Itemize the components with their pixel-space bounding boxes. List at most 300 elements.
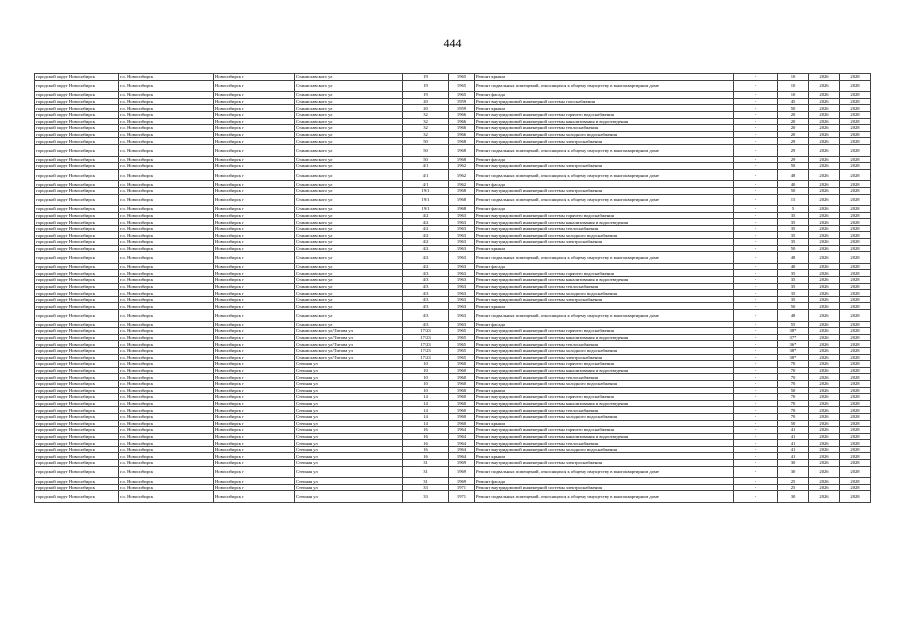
municipality-cell: г.о. Новосибирск [119,400,214,407]
unit-cell: - [734,310,778,322]
end-year-cell: 2028 [840,367,871,374]
unit-cell: - [734,466,778,478]
table-row [35,283,871,290]
municipality-cell: г.о. Новосибирск [119,156,214,163]
municipality-cell: г.о. Новосибирск [119,413,214,420]
work-type-cell: Ремонт крыши [475,453,734,460]
start-year-cell: 2026 [809,341,840,348]
municipality-cell: г.о. Новосибирск [119,232,214,239]
house-number-cell: 19 [403,92,449,99]
house-number-cell: 17/23 [403,334,449,341]
street-cell: Станиславского ул [295,283,403,290]
end-year-cell: 2028 [840,212,871,219]
end-year-cell: 2028 [840,105,871,112]
table-row [35,440,871,447]
unit-cell: - [734,303,778,310]
street-cell: Степная ул [295,420,403,427]
work-type-cell: Ремонт внутридомовой инженерной системы холодного водоснабжения [475,446,734,453]
unit-cell: - [734,118,778,125]
build-year-cell: 1969 [449,460,475,467]
end-year-cell: 2028 [840,181,871,188]
district-cell: городской округ Новосибирск [35,310,119,322]
build-year-cell: 1960 [449,367,475,374]
table-row [35,232,871,239]
municipality-cell: г.о. Новосибирск [119,303,214,310]
end-year-cell: 2028 [840,194,871,206]
city-cell: Новосибирск г [214,138,295,145]
volume-cell: 70 [778,394,809,401]
city-cell: Новосибирск г [214,105,295,112]
district-cell: городской округ Новосибирск [35,80,119,92]
house-number-cell: 10 [403,374,449,381]
end-year-cell: 2028 [840,92,871,99]
work-type-cell: Ремонт внутридомовой инженерной системы теплоснабжения [475,283,734,290]
district-cell: городской округ Новосибирск [35,194,119,206]
street-cell: Станиславского ул [295,125,403,132]
start-year-cell: 2026 [809,374,840,381]
end-year-cell: 2028 [840,245,871,252]
house-number-cell: 4/3 [403,310,449,322]
table-row [35,361,871,368]
municipality-cell: г.о. Новосибирск [119,361,214,368]
end-year-cell: 2028 [840,74,871,81]
end-year-cell: 2028 [840,321,871,328]
start-year-cell: 2026 [809,144,840,156]
street-cell: Станиславского ул/Титова ул [295,328,403,335]
volume-cell: 70 [778,407,809,414]
end-year-cell: 2028 [840,407,871,414]
municipality-cell: г.о. Новосибирск [119,427,214,434]
district-cell: городской округ Новосибирск [35,156,119,163]
start-year-cell: 2026 [809,80,840,92]
city-cell: Новосибирск г [214,181,295,188]
end-year-cell: 2028 [840,138,871,145]
table-row [35,321,871,328]
street-cell: Степная ул [295,407,403,414]
work-type-cell: Ремонт внутридомовой инженерной системы холодного водоснабжения [475,413,734,420]
unit-cell: - [734,361,778,368]
work-type-cell: Ремонт подвальных помещений, относящихся к общему имуществу в многоквартирном доме [475,194,734,206]
build-year-cell: 1960 [449,361,475,368]
table-row [35,466,871,478]
street-cell: Станиславского ул [295,187,403,194]
build-year-cell: 1966 [449,111,475,118]
build-year-cell: 1965 [449,80,475,92]
street-cell: Станиславского ул [295,277,403,284]
unit-cell: - [734,491,778,503]
municipality-cell: г.о. Новосибирск [119,206,214,213]
house-number-cell: 19 [403,80,449,92]
house-number-cell: 32 [403,125,449,132]
build-year-cell: 1960 [449,394,475,401]
district-cell: городской округ Новосибирск [35,263,119,270]
end-year-cell: 2028 [840,466,871,478]
city-cell: Новосибирск г [214,361,295,368]
street-cell: Степная ул [295,387,403,394]
district-cell: городской округ Новосибирск [35,380,119,387]
unit-cell: - [734,420,778,427]
municipality-cell: г.о. Новосибирск [119,341,214,348]
district-cell: городской округ Новосибирск [35,374,119,381]
district-cell: городской округ Новосибирск [35,125,119,132]
start-year-cell: 2026 [809,156,840,163]
house-number-cell: 33 [403,484,449,491]
start-year-cell: 2026 [809,334,840,341]
unit-cell: - [734,144,778,156]
district-cell: городской округ Новосибирск [35,144,119,156]
table-row [35,105,871,112]
table-row [35,125,871,132]
municipality-cell: г.о. Новосибирск [119,484,214,491]
house-number-cell: 31 [403,460,449,467]
end-year-cell: 2028 [840,400,871,407]
municipality-cell: г.о. Новосибирск [119,478,214,485]
street-cell: Станиславского ул [295,232,403,239]
table-row [35,394,871,401]
build-year-cell: 1969 [449,466,475,478]
build-year-cell: 1968 [449,138,475,145]
build-year-cell: 1963 [449,277,475,284]
street-cell: Станиславского ул [295,225,403,232]
table-row [35,420,871,427]
city-cell: Новосибирск г [214,169,295,181]
start-year-cell: 2026 [809,303,840,310]
work-type-cell: Ремонт внутридомовой инженерной системы теплоснабжения [475,125,734,132]
work-type-cell: Ремонт внутридомовой инженерной системы горячего водоснабжения [475,328,734,335]
municipality-cell: г.о. Новосибирск [119,125,214,132]
unit-cell: - [734,433,778,440]
house-number-cell: 50 [403,156,449,163]
city-cell: Новосибирск г [214,131,295,138]
volume-cell: 35 [778,270,809,277]
table-row [35,138,871,145]
street-cell: Степная ул [295,367,403,374]
unit-cell: - [734,74,778,81]
table-row [35,111,871,118]
district-cell: городской округ Новосибирск [35,225,119,232]
unit-cell: - [734,334,778,341]
start-year-cell: 2026 [809,232,840,239]
house-number-cell: 19/1 [403,194,449,206]
build-year-cell: 1963 [449,212,475,219]
work-type-cell: Ремонт подвальных помещений, относящихся к общему имуществу в многоквартирном доме [475,252,734,264]
unit-cell: - [734,394,778,401]
work-type-cell: Ремонт крыши [475,245,734,252]
end-year-cell: 2028 [840,303,871,310]
city-cell: Новосибирск г [214,118,295,125]
table-row [35,92,871,99]
city-cell: Новосибирск г [214,334,295,341]
district-cell: городской округ Новосибирск [35,433,119,440]
district-cell: городской округ Новосибирск [35,206,119,213]
start-year-cell: 2026 [809,420,840,427]
end-year-cell: 2028 [840,394,871,401]
city-cell: Новосибирск г [214,440,295,447]
volume-cell: 41 [778,427,809,434]
work-type-cell: Ремонт подвальных помещений, относящихся к общему имуществу в многоквартирном доме [475,144,734,156]
street-cell: Степная ул [295,484,403,491]
end-year-cell: 2028 [840,163,871,170]
street-cell: Станиславского ул [295,131,403,138]
municipality-cell: г.о. Новосибирск [119,380,214,387]
unit-cell: - [734,131,778,138]
work-type-cell: Ремонт подвальных помещений, относящихся к общему имуществу в многоквартирном доме [475,169,734,181]
house-number-cell: 10 [403,380,449,387]
city-cell: Новосибирск г [214,328,295,335]
district-cell: городской округ Новосибирск [35,111,119,118]
build-year-cell: 1962 [449,169,475,181]
municipality-cell: г.о. Новосибирск [119,283,214,290]
start-year-cell: 2026 [809,125,840,132]
work-type-cell: Ремонт внутридомовой инженерной системы канализования и водоотведения [475,400,734,407]
street-cell: Степная ул [295,446,403,453]
city-cell: Новосибирск г [214,446,295,453]
start-year-cell: 2026 [809,296,840,303]
street-cell: Станиславского ул [295,263,403,270]
district-cell: городской округ Новосибирск [35,187,119,194]
municipality-cell: г.о. Новосибирск [119,347,214,354]
district-cell: городской округ Новосибирск [35,92,119,99]
work-type-cell: Ремонт внутридомовой инженерной системы газоснабжения [475,98,734,105]
house-number-cell: 4/3 [403,277,449,284]
end-year-cell: 2028 [840,169,871,181]
street-cell: Станиславского ул [295,98,403,105]
work-type-cell: Ремонт фасада [475,206,734,213]
volume-cell: 50 [778,187,809,194]
city-cell: Новосибирск г [214,466,295,478]
city-cell: Новосибирск г [214,212,295,219]
street-cell: Степная ул [295,394,403,401]
work-type-cell: Ремонт внутридомовой инженерной системы канализования и водоотведения [475,277,734,284]
municipality-cell: г.о. Новосибирск [119,446,214,453]
house-number-cell: 10 [403,361,449,368]
build-year-cell: 1965 [449,347,475,354]
house-number-cell: 32 [403,118,449,125]
volume-cell: 5 [778,206,809,213]
street-cell: Станиславского ул [295,92,403,99]
street-cell: Станиславского ул [295,138,403,145]
unit-cell: - [734,252,778,264]
table-row [35,303,871,310]
unit-cell: - [734,111,778,118]
unit-cell: - [734,206,778,213]
city-cell: Новосибирск г [214,420,295,427]
city-cell: Новосибирск г [214,163,295,170]
unit-cell: - [734,125,778,132]
table-row [35,478,871,485]
municipality-cell: г.о. Новосибирск [119,374,214,381]
end-year-cell: 2028 [840,98,871,105]
district-cell: городской округ Новосибирск [35,347,119,354]
house-number-cell: 16 [403,433,449,440]
table-row [35,206,871,213]
volume-cell: 35 [778,232,809,239]
unit-cell: - [734,169,778,181]
house-number-cell: 4/1 [403,169,449,181]
unit-cell: - [734,263,778,270]
street-cell: Станиславского ул [295,105,403,112]
street-cell: Степная ул [295,374,403,381]
municipality-cell: г.о. Новосибирск [119,98,214,105]
start-year-cell: 2026 [809,433,840,440]
table-row [35,387,871,394]
house-number-cell: 4/2 [403,263,449,270]
build-year-cell: 1966 [449,131,475,138]
start-year-cell: 2026 [809,98,840,105]
work-type-cell: Ремонт фасада [475,181,734,188]
build-year-cell: 1968 [449,206,475,213]
house-number-cell: 50 [403,138,449,145]
table-row [35,400,871,407]
municipality-cell: г.о. Новосибирск [119,219,214,226]
house-number-cell: 14 [403,394,449,401]
build-year-cell: 1963 [449,263,475,270]
unit-cell: - [734,283,778,290]
municipality-cell: г.о. Новосибирск [119,105,214,112]
start-year-cell: 2026 [809,446,840,453]
table-row [35,219,871,226]
table-row [35,453,871,460]
table-row [35,131,871,138]
start-year-cell: 2026 [809,219,840,226]
house-number-cell: 4/3 [403,296,449,303]
table-row [35,98,871,105]
build-year-cell: 1963 [449,321,475,328]
street-cell: Степная ул [295,427,403,434]
house-number-cell: 17/23 [403,354,449,361]
street-cell: Станиславского ул [295,74,403,81]
table-row [35,446,871,453]
unit-cell: - [734,367,778,374]
build-year-cell: 1963 [449,232,475,239]
start-year-cell: 2026 [809,440,840,447]
street-cell: Станиславского ул [295,194,403,206]
volume-cell: 48 [778,169,809,181]
start-year-cell: 2026 [809,277,840,284]
district-cell: городской округ Новосибирск [35,290,119,297]
house-number-cell: 4/2 [403,225,449,232]
volume-cell: 35 [778,277,809,284]
start-year-cell: 2026 [809,367,840,374]
street-cell: Станиславского ул [295,118,403,125]
start-year-cell: 2026 [809,187,840,194]
table-row [35,413,871,420]
house-number-cell: 19/1 [403,206,449,213]
municipality-cell: г.о. Новосибирск [119,466,214,478]
street-cell: Станиславского ул [295,156,403,163]
house-number-cell: 4/3 [403,283,449,290]
street-cell: Станиславского ул/Титова ул [295,341,403,348]
build-year-cell: 1963 [449,225,475,232]
volume-cell: 41 [778,453,809,460]
build-year-cell: 1960 [449,407,475,414]
house-number-cell: 33 [403,491,449,503]
municipality-cell: г.о. Новосибирск [119,420,214,427]
work-type-cell: Ремонт фасада [475,263,734,270]
start-year-cell: 2026 [809,283,840,290]
end-year-cell: 2028 [840,252,871,264]
work-type-cell: Ремонт фасада [475,321,734,328]
district-cell: городской округ Новосибирск [35,277,119,284]
unit-cell: - [734,354,778,361]
build-year-cell: 1960 [449,374,475,381]
street-cell: Станиславского ул [295,181,403,188]
municipality-cell: г.о. Новосибирск [119,111,214,118]
district-cell: городской округ Новосибирск [35,484,119,491]
municipality-cell: г.о. Новосибирск [119,460,214,467]
end-year-cell: 2028 [840,144,871,156]
district-cell: городской округ Новосибирск [35,354,119,361]
start-year-cell: 2026 [809,387,840,394]
work-type-cell: Ремонт внутридомовой инженерной системы электроснабжения [475,163,734,170]
volume-cell: 70 [778,361,809,368]
start-year-cell: 2026 [809,453,840,460]
start-year-cell: 2026 [809,225,840,232]
municipality-cell: г.о. Новосибирск [119,252,214,264]
street-cell: Станиславского ул [295,206,403,213]
house-number-cell: 20 [403,105,449,112]
build-year-cell: 1960 [449,380,475,387]
district-cell: городской округ Новосибирск [35,341,119,348]
district-cell: городской округ Новосибирск [35,453,119,460]
unit-cell: - [734,181,778,188]
city-cell: Новосибирск г [214,245,295,252]
city-cell: Новосибирск г [214,394,295,401]
start-year-cell: 2026 [809,206,840,213]
house-number-cell: 32 [403,131,449,138]
volume-cell: 48 [778,252,809,264]
unit-cell: - [734,270,778,277]
work-type-cell: Ремонт внутридомовой инженерной системы теплоснабжения [475,225,734,232]
end-year-cell: 2028 [840,270,871,277]
unit-cell: - [734,413,778,420]
build-year-cell: 1971 [449,484,475,491]
unit-cell: - [734,156,778,163]
street-cell: Степная ул [295,361,403,368]
end-year-cell: 2028 [840,232,871,239]
start-year-cell: 2026 [809,118,840,125]
end-year-cell: 2028 [840,125,871,132]
end-year-cell: 2028 [840,290,871,297]
district-cell: городской округ Новосибирск [35,245,119,252]
street-cell: Степная ул [295,466,403,478]
street-cell: Степная ул [295,478,403,485]
start-year-cell: 2026 [809,163,840,170]
build-year-cell: 1963 [449,310,475,322]
street-cell: Станиславского ул [295,169,403,181]
build-year-cell: 1965 [449,354,475,361]
district-cell: городской округ Новосибирск [35,98,119,105]
build-year-cell: 1959 [449,98,475,105]
build-year-cell: 1962 [449,181,475,188]
unit-cell: - [734,225,778,232]
city-cell: Новосибирск г [214,484,295,491]
house-number-cell: 14 [403,413,449,420]
city-cell: Новосибирск г [214,380,295,387]
build-year-cell: 1966 [449,125,475,132]
volume-cell: 35 [778,290,809,297]
build-year-cell: 1968 [449,194,475,206]
end-year-cell: 2028 [840,328,871,335]
table-row [35,347,871,354]
unit-cell: - [734,138,778,145]
end-year-cell: 2028 [840,156,871,163]
start-year-cell: 2026 [809,310,840,322]
end-year-cell: 2028 [840,420,871,427]
build-year-cell: 1964 [449,446,475,453]
table-row [35,118,871,125]
house-number-cell: 16 [403,453,449,460]
